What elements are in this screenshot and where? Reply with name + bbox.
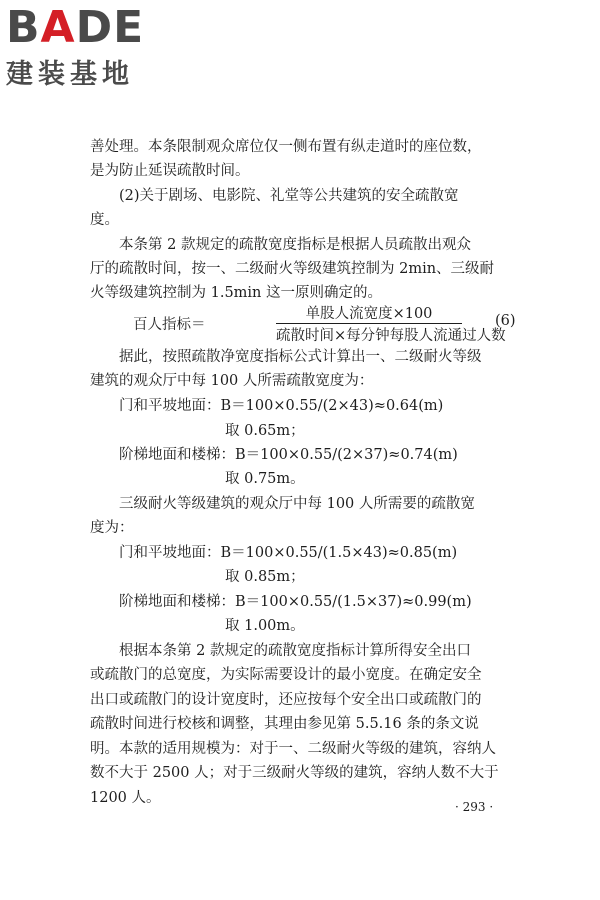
paragraph-line: 三级耐火等级建筑的观众厅中每 100 人所需要的疏散宽: [119, 496, 475, 512]
calc-line: 门和平坡地面：B＝100×0.55/(2×43)≈0.64(m): [119, 398, 444, 414]
paragraph-line: 数不大于 2500 人；对于三级耐火等级的建筑，容纳人数不大于: [90, 765, 499, 781]
page-number: · 293 ·: [455, 800, 494, 814]
paragraph-line: 本条第 2 款规定的疏散宽度指标是根据人员疏散出观众: [119, 237, 471, 253]
calc-result: 取 1.00m。: [225, 618, 305, 634]
calc-result: 取 0.75m。: [225, 471, 305, 487]
paragraph-line: 建筑的观众厅中每 100 人所需疏散宽度为：: [90, 373, 374, 389]
paragraph-line: 疏散时间进行校核和调整，其理由参见第 5.5.16 条的条文说: [90, 716, 479, 732]
paragraph-line: (2)关于剧场、电影院、礼堂等公共建筑的安全疏散宽: [119, 188, 459, 204]
paragraph-line: 度为：: [90, 520, 134, 536]
calc-result: 取 0.85m；: [225, 569, 305, 585]
formula-label: 百人指标＝: [133, 317, 206, 333]
calc-line: 阶梯地面和楼梯：B＝100×0.55/(2×37)≈0.74(m): [119, 447, 458, 463]
paragraph-line: 善处理。本条限制观众席位仅一侧布置有纵走道时的座位数，: [90, 139, 482, 155]
paragraph-line: 明。本款的适用规模为：对于一、二级耐火等级的建筑，容纳人: [90, 741, 496, 757]
logo-subtitle: 建装基地: [6, 59, 134, 90]
paragraph-line: 厅的疏散时间，按一、二级耐火等级建筑控制为 2min、三级耐: [90, 261, 495, 277]
calc-line: 门和平坡地面：B＝100×0.55/(1.5×43)≈0.85(m): [119, 545, 458, 561]
paragraph-line: 度。: [90, 212, 119, 228]
bade-logo: [6, 4, 176, 92]
formula-block: [133, 302, 518, 342]
paragraph-line: 是为防止延误疏散时间。: [90, 163, 250, 179]
calc-result: 取 0.65m；: [225, 423, 305, 439]
formula-denominator: 疏散时间×每分钟每股人流通过人数: [276, 328, 506, 344]
paragraph-line: 火等级建筑控制为 1.5min 这一原则确定的。: [90, 285, 383, 301]
logo-wordmark: BADE: [6, 2, 145, 53]
paragraph-line: 1200 人。: [90, 790, 161, 806]
paragraph-line: 或疏散门的总宽度，为实际需要设计的最小宽度。在确定安全: [90, 667, 482, 683]
paragraph-line: 据此，按照疏散净宽度指标公式计算出一、二级耐火等级: [119, 349, 482, 365]
calc-line: 阶梯地面和楼梯：B＝100×0.55/(1.5×37)≈0.99(m): [119, 594, 472, 610]
paragraph-line: 出口或疏散门的设计宽度时，还应按每个安全出口或疏散门的: [90, 692, 482, 708]
formula-numerator: 单股人流宽度×100: [305, 306, 433, 322]
equation-number: (6): [495, 313, 516, 329]
paragraph-line: 根据本条第 2 款规定的疏散宽度指标计算所得安全出口: [119, 643, 471, 659]
